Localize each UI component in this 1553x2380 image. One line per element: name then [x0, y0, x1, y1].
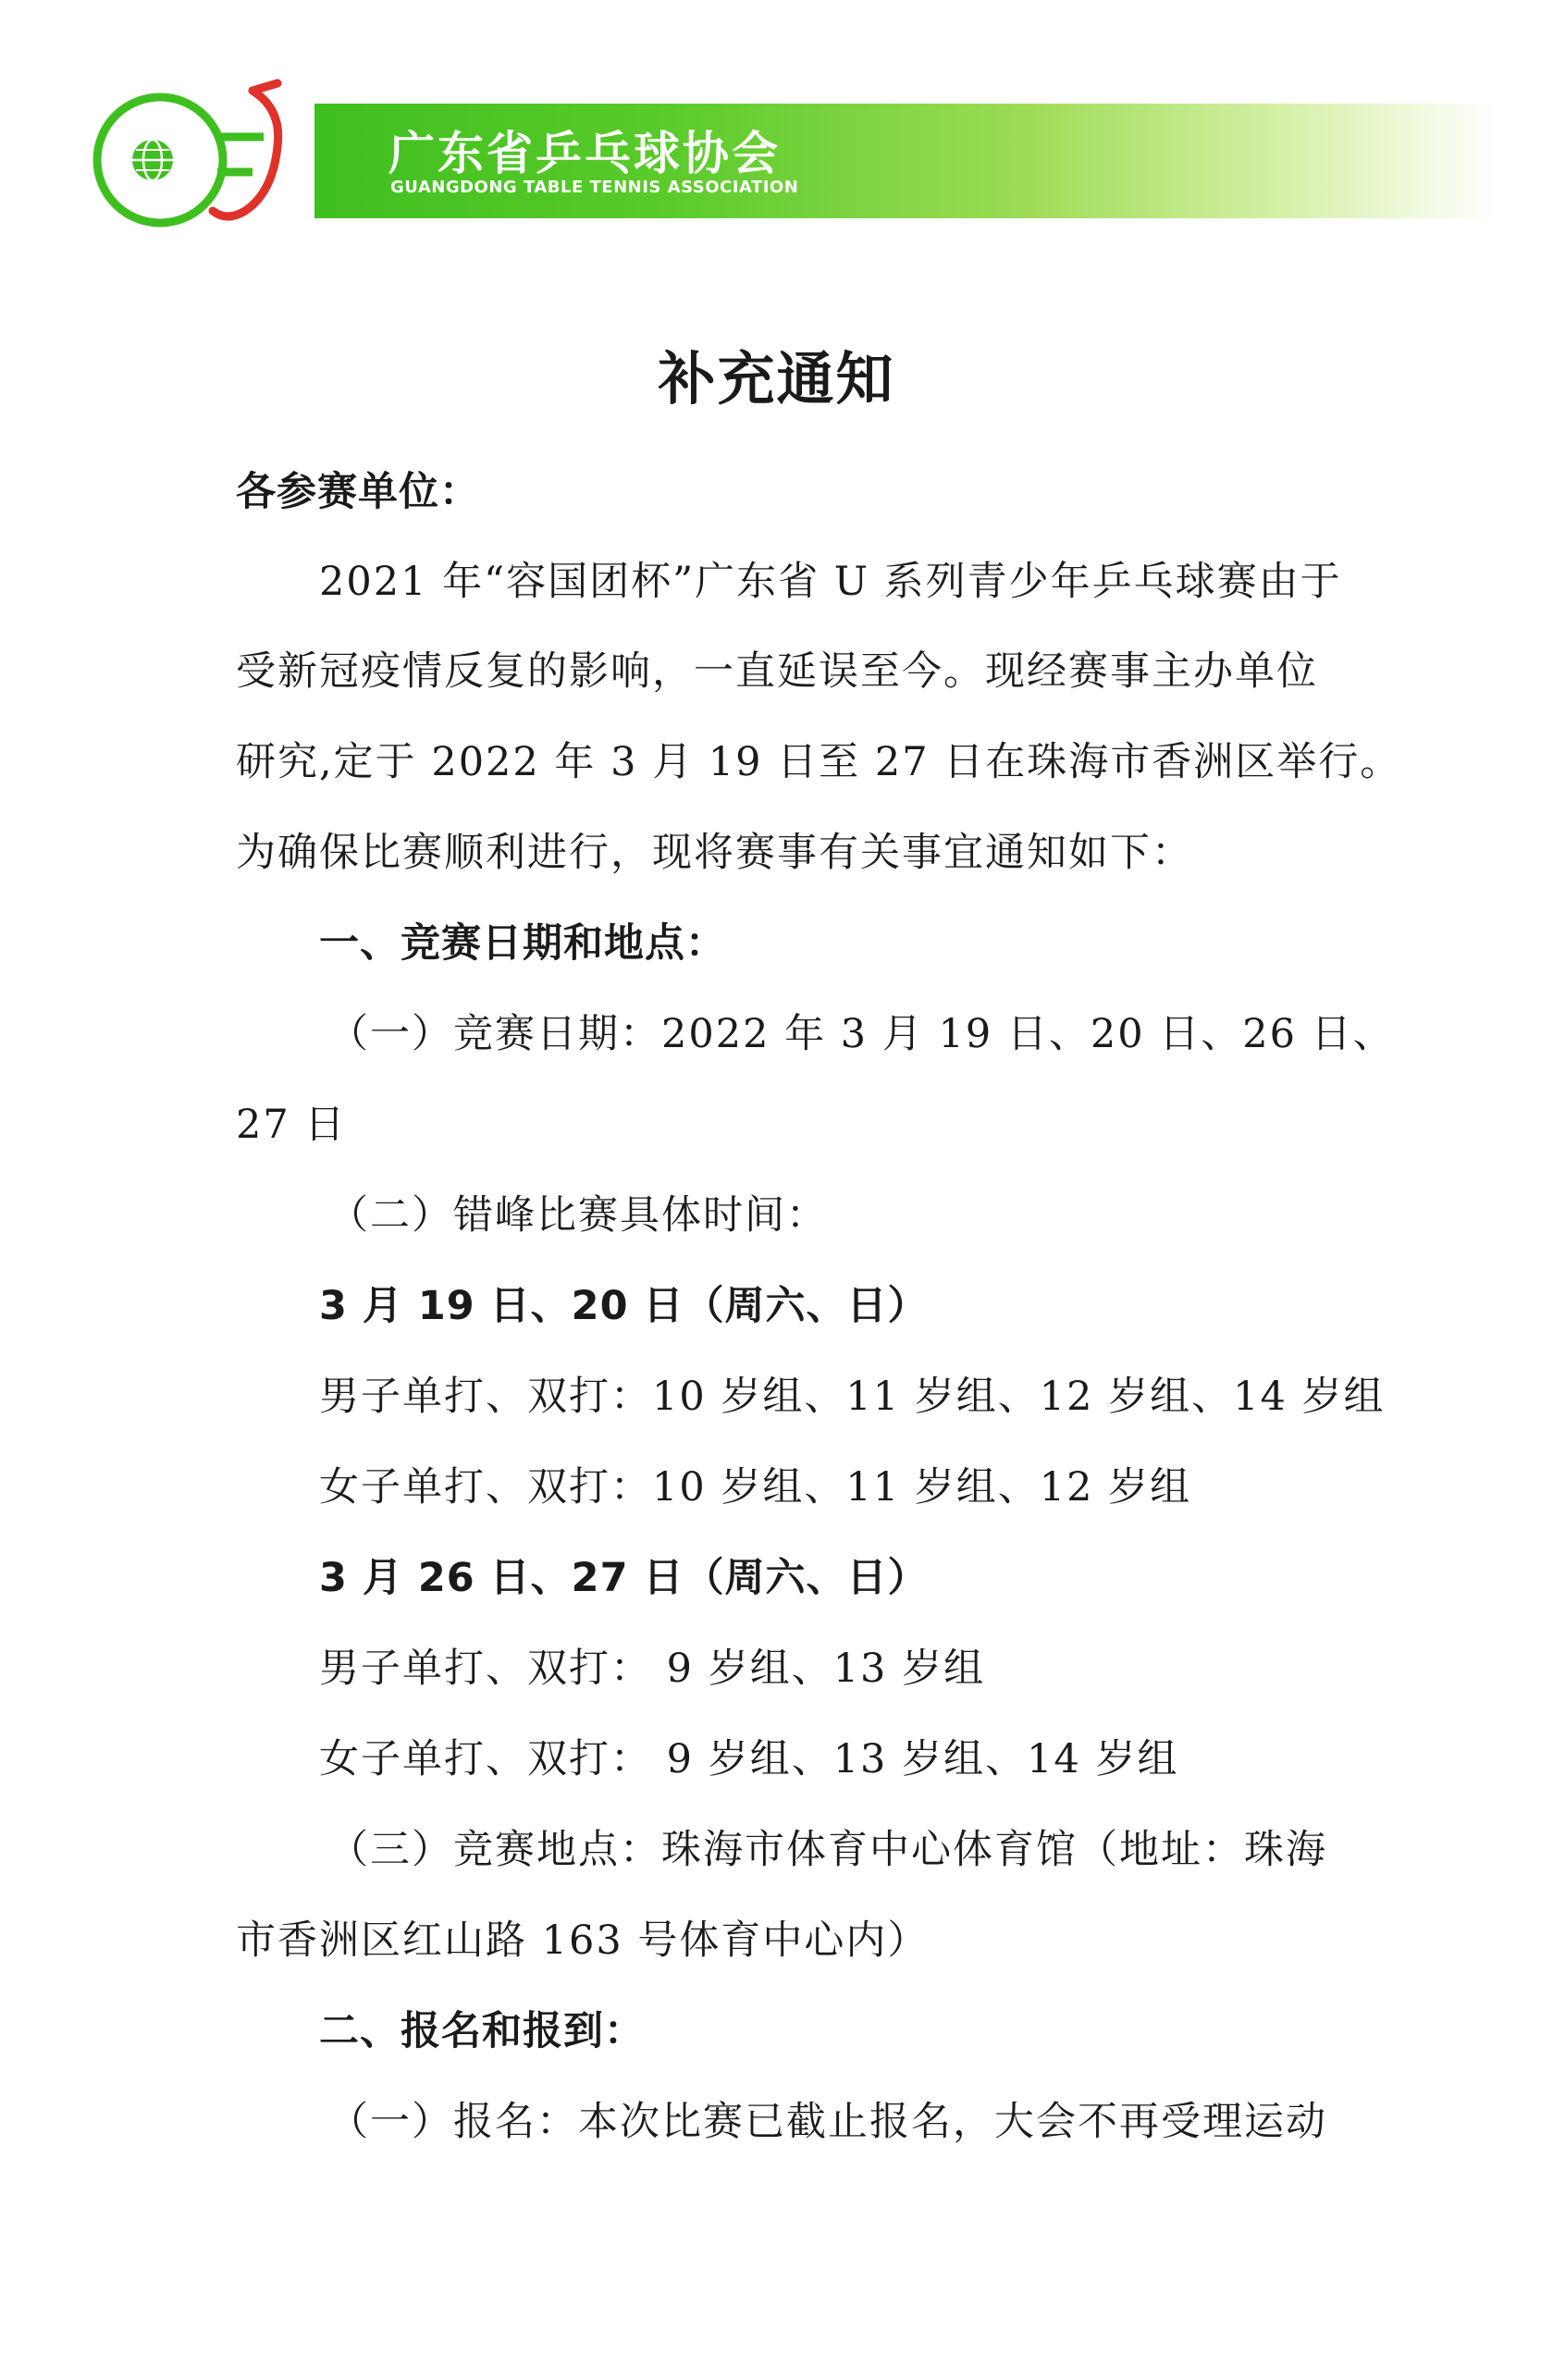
paragraph-line: （三）竞赛地点：珠海市体育中心体育馆（地址：珠海 [328, 1827, 1327, 1873]
paragraph-line: 女子单打、双打：10 岁组、11 岁组、12 岁组 [319, 1464, 1192, 1511]
org-name-en: GUANGDONG TABLE TENNIS ASSOCIATION [390, 178, 799, 197]
paragraph-line: （一）竞赛日期：2022 年 3 月 19 日、20 日、26 日、 [328, 1011, 1395, 1057]
paragraph-line: 研究,定于 2022 年 3 月 19 日至 27 日在珠海市香洲区举行。 [236, 739, 1402, 785]
paragraph-line: 27 日 [236, 1102, 347, 1148]
association-logo-icon [88, 72, 338, 239]
section-heading: 二、报名和报到： [319, 2008, 645, 2054]
section-heading: 一、竞赛日期和地点： [319, 920, 726, 967]
paragraph-line: 2021 年“容国团杯”广东省 U 系列青少年乒乓球赛由于 [319, 559, 1342, 605]
paragraph-line: 受新冠疫情反复的影响，一直延误至今。现经赛事主办单位 [236, 648, 1318, 695]
document-title: 补充通知 [658, 345, 895, 413]
paragraph-line: 女子单打、双打： 9 岁组、13 岁组、14 岁组 [319, 1736, 1179, 1782]
paragraph-line: 男子单打、双打：10 岁组、11 岁组、12 岁组、14 岁组 [319, 1374, 1386, 1420]
paragraph-line: 为确保比赛顺利进行，现将赛事有关事宜通知如下： [236, 830, 1193, 876]
org-name-cn: 广东省乒乓球协会 [388, 127, 781, 180]
header-banner [314, 104, 1498, 218]
paragraph-line: 男子单打、双打： 9 岁组、13 岁组 [319, 1646, 986, 1692]
paragraph-line: （二）错峰比赛具体时间： [328, 1192, 828, 1239]
salutation: 各参赛单位： [236, 469, 480, 515]
schedule-date-heading: 3 月 26 日、27 日（周六、日） [319, 1555, 929, 1601]
schedule-date-heading: 3 月 19 日、20 日（周六、日） [319, 1283, 929, 1329]
paragraph-line: （一）报名：本次比赛已截止报名，大会不再受理运动 [328, 2099, 1327, 2145]
letterhead [0, 0, 1553, 240]
paragraph-line: 市香洲区红山路 163 号体育中心内） [236, 1918, 930, 1964]
